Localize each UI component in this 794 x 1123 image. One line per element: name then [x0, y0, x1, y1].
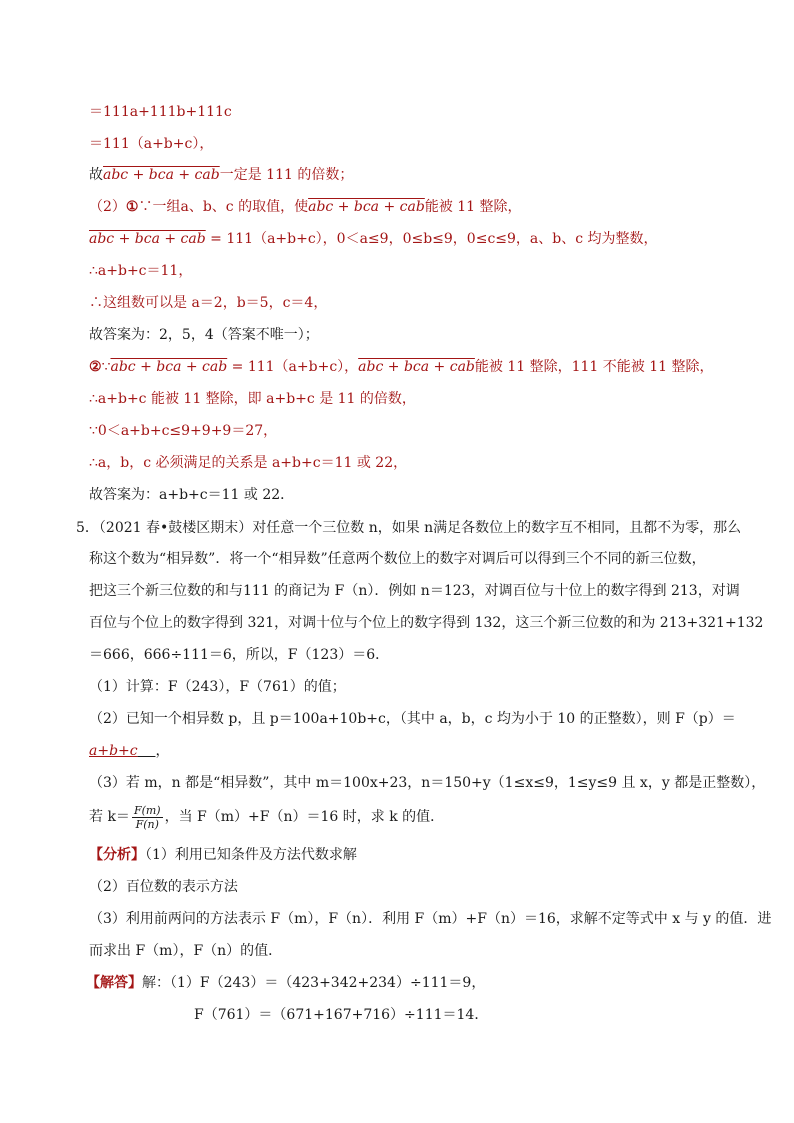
text: 一定是 111 的倍数； — [219, 167, 354, 183]
fraction-numerator: F(m) — [133, 803, 161, 817]
text: ，当 F（m）+F（n）＝16 时，求 k 的值． — [164, 809, 445, 825]
text: ∵ — [101, 359, 111, 375]
solution-line — [89, 165, 353, 185]
solution-line: ∴a+b+c＝11， — [89, 263, 193, 279]
circled-number: ② — [89, 359, 102, 375]
analysis-line — [89, 845, 357, 865]
solution-line: ∴这组数可以是 a＝2，b＝5，c＝4， — [89, 295, 328, 311]
solution-line: ∴a+b+c 能被 11 整除，即 a+b+c 是 11 的倍数， — [89, 391, 416, 407]
overline-expression: abc + bca + cab — [358, 359, 475, 375]
solution-line: F（761）＝（671+167+716）÷111＝14． — [194, 1007, 489, 1023]
solution-line — [89, 357, 714, 377]
analysis-line: （2）百位数的表示方法 — [89, 879, 238, 895]
analysis-tag: 【分析】 — [89, 847, 145, 863]
problem-text: 把这三个新三位数的和与111 的商记为 F（n）．例如 n＝123，对调百位与十位上的数字得到 213，对调 — [89, 583, 740, 599]
overline-expression: abc + bca + cab — [110, 359, 228, 375]
problem-text: 5．（2021 春•鼓楼区期末）对任意一个三位数 n，如果 n满足各数位上的数字互不相同，且都不为零，那么 — [76, 520, 742, 536]
solution-line: 故答案为：2，5，4（答案不唯一）； — [89, 327, 319, 343]
solution-line — [89, 229, 658, 249]
text: 故 — [89, 167, 103, 183]
text: = 111（a+b+c）， — [227, 359, 359, 375]
text: 故答案为：a+b+c＝11 或 22． — [89, 487, 295, 503]
text: 能被 11 整除，111 不能被 11 整除， — [474, 359, 714, 375]
overline-expression: abc + bca + cab — [89, 231, 206, 247]
solution-line — [86, 973, 485, 993]
solution-line: ＝111a+111b+111c — [89, 104, 232, 120]
text: 解：（1）F（243）＝（423+342+234）÷111＝9， — [142, 975, 486, 991]
analysis-line: 而求出 F（m），F（n）的值． — [89, 943, 283, 959]
solution-line: ∴a，b，c 必须满足的关系是 a+b+c＝11 或 22， — [89, 455, 408, 471]
question-2: （2）已知一个相异数 p，且 p＝100a+10b+c，（其中 a，b，c 均为小于 10 的正整数），则 F（p）＝ — [89, 711, 736, 727]
text: （1）利用已知条件及方法代数求解 — [145, 847, 357, 863]
text: 若 k＝ — [89, 809, 130, 825]
question-2-answer — [89, 741, 169, 761]
overline-expression: abc + bca + cab — [103, 167, 220, 183]
text: a、b、c 的取值，使 — [180, 199, 309, 215]
analysis-line: （3）利用前两问的方法表示 F（m），F（n）．利用 F（m）+F（n）＝16，求解不定等式中 x 与 y 的值．进 — [89, 911, 772, 927]
text: （2） — [89, 199, 126, 215]
overline-expression: abc + bca + cab — [308, 199, 425, 215]
circled-number: ① — [125, 199, 139, 215]
fraction-denominator: F(n) — [135, 817, 159, 831]
question-3-condition — [89, 802, 444, 832]
question-3: （3）若 m，n 都是“相异数”，其中 m＝100x+23，n＝150+y（1≤x≤9，1≤y≤9 且 x，y 都是正整数）， — [89, 775, 766, 791]
problem-text: ＝666，666÷111＝6，所以，F（123）＝6． — [89, 647, 390, 663]
text: ， — [155, 743, 170, 759]
solution-tag: 【解答】 — [86, 975, 142, 991]
fill-in-answer: a+b+c — [89, 743, 138, 759]
problem-text: 称这个数为“相异数”．将一个“相异数”任意两个数位上的数字对调后可以得到三个不同的新三位数， — [89, 551, 706, 567]
solution-line: ＝111（a+b+c）， — [89, 136, 214, 152]
text: = 111（a+b+c），0＜a≤9，0≤b≤9，0≤c≤9，a、b、c 均为整数， — [205, 231, 658, 247]
text: ∵一组 — [138, 199, 181, 215]
question-1: （1）计算：F（243），F（761）的值； — [89, 679, 346, 695]
solution-line — [89, 197, 522, 217]
text: 能被 11 整除， — [424, 199, 522, 215]
answer-blank — [138, 743, 156, 759]
solution-line — [89, 485, 294, 505]
problem-text: 百位与个位上的数字得到 321，对调十位与个位上的数字得到 132，这三个新三位数的和为 213+321+132 — [89, 615, 764, 631]
solution-line: ∵0＜a+b+c≤9+9+9＝27， — [89, 423, 278, 439]
fraction — [132, 804, 163, 831]
